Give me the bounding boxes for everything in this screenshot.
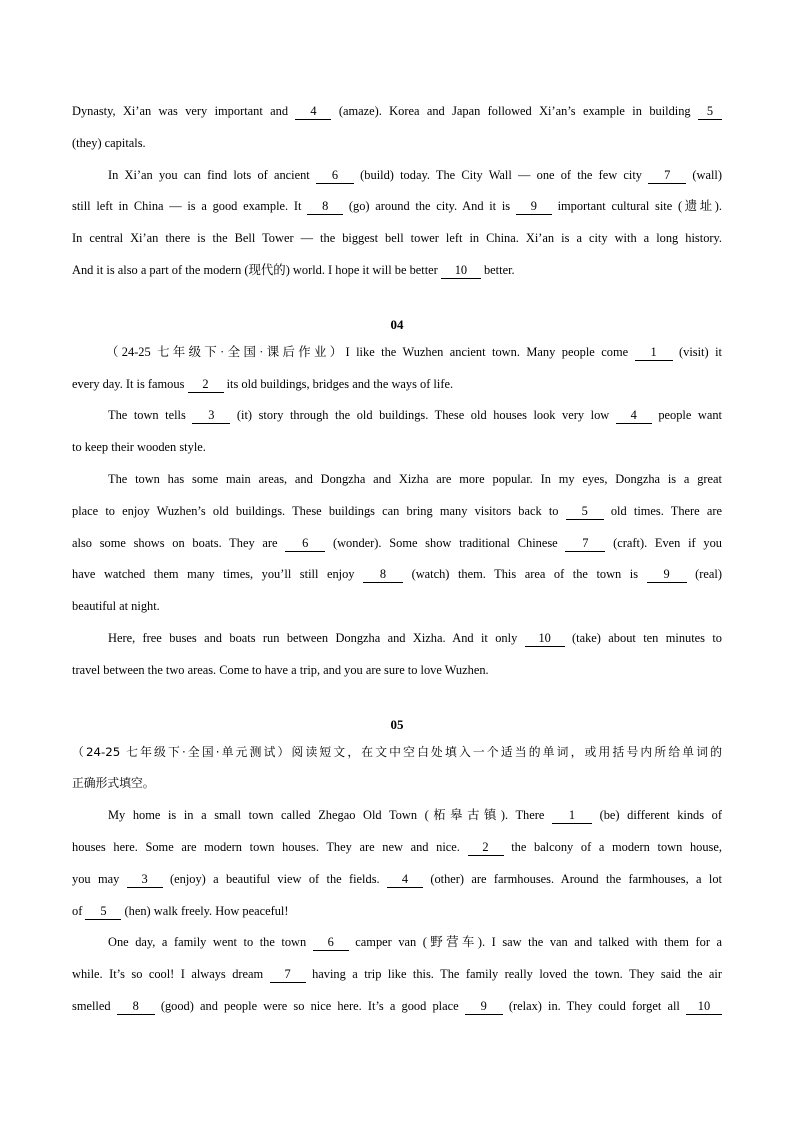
answer-blank[interactable]: 9: [465, 998, 503, 1015]
answer-blank[interactable]: 10: [686, 998, 722, 1015]
text-line: In Xi’an you can find lots of ancient 6 (build) today. The City Wall — one of the few city 7 (wall): [108, 167, 722, 182]
text-line: (they) capitals.: [72, 135, 146, 150]
text-line: 正确形式填空。: [72, 776, 155, 791]
answer-blank[interactable]: 4: [616, 407, 652, 424]
answer-blank[interactable]: 6: [313, 934, 349, 951]
section-heading: 05: [390, 716, 404, 732]
answer-blank[interactable]: 9: [516, 198, 552, 215]
answer-blank[interactable]: 6: [316, 167, 354, 184]
text-line: （24-25 七年级下·全国·单元测试）阅读短文，在文中空白处填入一个适当的单词，或用括号内所给单词的: [72, 744, 722, 759]
answer-blank[interactable]: 9: [647, 566, 687, 583]
answer-blank[interactable]: 8: [363, 566, 403, 583]
answer-blank[interactable]: 1: [635, 344, 673, 361]
answer-blank[interactable]: 4: [295, 103, 331, 120]
answer-blank[interactable]: 6: [285, 535, 325, 552]
text-line: smelled 8 (good) and people were so nice here. It’s a good place 9 (relax) in. They could forget all 10: [72, 991, 722, 1023]
answer-blank[interactable]: 5: [698, 103, 722, 120]
text-line: Here, free buses and boats run between Dongzha and Xizha. And it only 10 (take) about ten minutes to: [108, 630, 723, 645]
text-line: houses here. Some are modern town houses. They are new and nice. 2 the balcony of a modern town house,: [72, 839, 722, 854]
section-04: [72, 313, 722, 687]
text-line: also some shows on boats. They are 6 (wonder). Some show traditional Chinese 7 (craft). Even if you: [72, 535, 722, 550]
text-line: of 5 (hen) walk freely. How peaceful!: [72, 903, 289, 918]
answer-blank[interactable]: 7: [565, 535, 605, 552]
text-line: while. It’s so cool! I always dream 7 having a trip like this. The family really loved the town. They said the air: [72, 967, 722, 982]
text-line: My home is in a small town called Zhegao Old Town (柘皋古镇). There 1 (be) different kinds of: [108, 808, 722, 823]
text-line: still left in China — is a good example. It 8 (go) around the city. And it is 9 important cultural site (遗址).: [72, 199, 722, 214]
text-line: （24-25 七年级下·全国·课后作业）I like the Wuzhen ancient town. Many people come 1 (visit) it: [106, 344, 722, 359]
answer-blank[interactable]: 5: [85, 903, 121, 920]
section-05: [72, 713, 722, 1023]
text-line: every day. It is famous 2 its old buildings, bridges and the ways of life.: [72, 376, 454, 391]
text-line: you may 3 (enjoy) a beautiful view of the fields. 4 (other) are farmhouses. Around the farmhouses, a lot: [72, 871, 722, 886]
text-line: Dynasty, Xi’an was very important and 4 (amaze). Korea and Japan followed Xi’an’s example in building 5: [72, 96, 722, 128]
answer-blank[interactable]: 10: [525, 630, 565, 647]
answer-blank[interactable]: 7: [270, 966, 306, 983]
text-line: The town has some main areas, and Dongzha and Xizha are more popular. In my eyes, Dongzha is a great: [108, 471, 722, 486]
answer-blank[interactable]: 5: [566, 503, 604, 520]
text-line: One day, a family went to the town 6 camper van (野营车). I saw the van and talked with them for a: [108, 935, 722, 950]
document-content: [72, 96, 722, 1023]
text-line: In central Xi’an there is the Bell Tower — the biggest bell tower left in China. Xi’an is a city with a long history.: [72, 231, 722, 246]
text-line: And it is also a part of the modern (现代的) world. I hope it will be better 10 better.: [72, 262, 515, 277]
answer-blank[interactable]: 4: [387, 871, 423, 888]
text-line: to keep their wooden style.: [72, 440, 206, 455]
answer-blank[interactable]: 8: [307, 198, 343, 215]
text-line: beautiful at night.: [72, 599, 160, 614]
answer-blank[interactable]: 3: [192, 407, 230, 424]
answer-blank[interactable]: 1: [552, 807, 592, 824]
section-heading: 04: [390, 316, 404, 332]
answer-blank[interactable]: 8: [117, 998, 155, 1015]
text-line: place to enjoy Wuzhen’s old buildings. These buildings can bring many visitors back to 5 old times. There are: [72, 503, 722, 518]
answer-blank[interactable]: 2: [468, 839, 504, 856]
answer-blank[interactable]: 3: [127, 871, 163, 888]
answer-blank[interactable]: 10: [441, 262, 481, 279]
text-line: have watched them many times, you’ll still enjoy 8 (watch) them. This area of the town is 9 (real): [72, 567, 722, 582]
text-line: travel between the two areas. Come to have a trip, and you are sure to love Wuzhen.: [72, 662, 489, 677]
text-line: The town tells 3 (it) story through the old buildings. These old houses look very low 4 people want: [108, 408, 723, 423]
passage-03-continued: [72, 96, 722, 287]
answer-blank[interactable]: 2: [188, 376, 224, 393]
answer-blank[interactable]: 7: [648, 167, 686, 184]
